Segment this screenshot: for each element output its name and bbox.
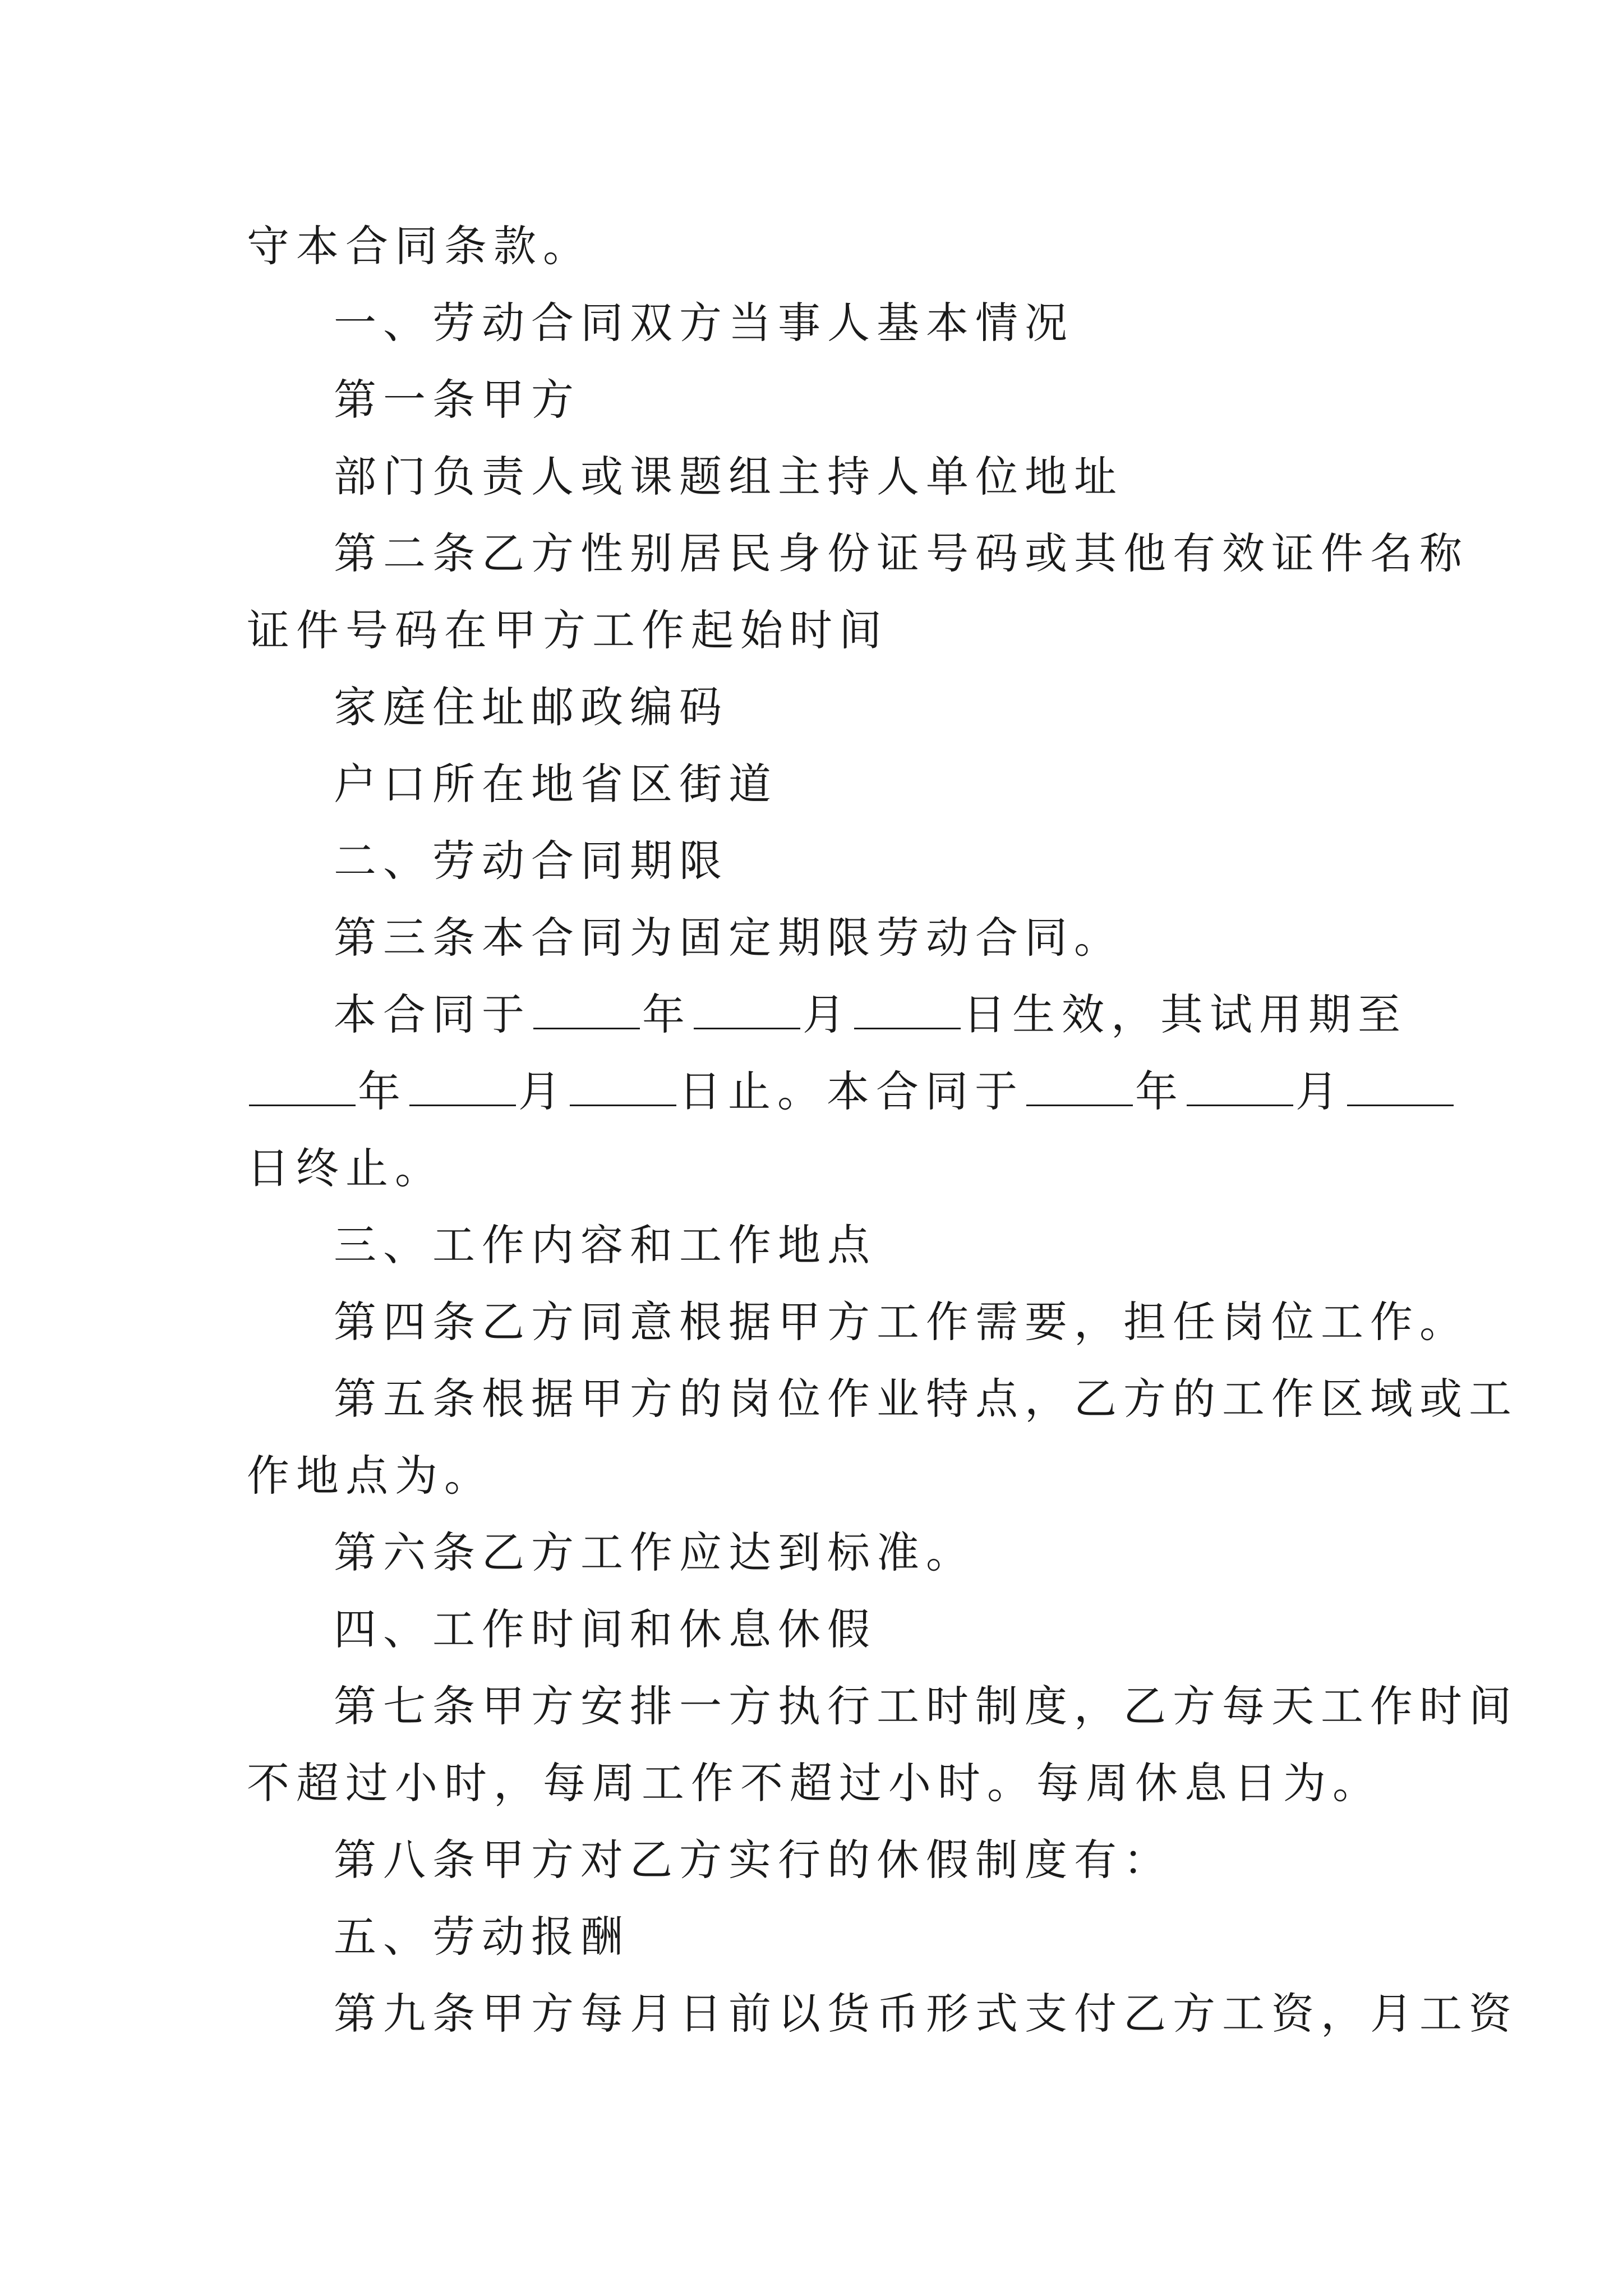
paragraph-line: 作地点为。 [247,1451,494,1501]
paragraph-line: 第五条根据甲方的岗位作业特点，乙方的工作区域或工 [334,1374,1518,1424]
paragraph-line: 日终止。 [247,1143,444,1193]
paragraph-line: 第四条乙方同意根据甲方工作需要，担任岗位工作。 [334,1297,1469,1347]
paragraph-line: 不超过小时，每周工作不超过小时。每周休息日为。 [247,1758,1382,1808]
paragraph-line: 证件号码在甲方工作起始时间 [247,605,888,655]
blank-field [570,1071,676,1106]
paragraph-line: 第一条甲方 [334,375,580,425]
paragraph-line [247,984,1407,1061]
text-fragment: 年 [1135,1066,1184,1116]
blank-field [533,994,640,1029]
blank-field [854,994,961,1029]
blank-field [249,1071,356,1106]
text-fragment: 日止。本合同于 [679,1066,1024,1116]
blank-field [1026,1071,1133,1106]
section-heading: 五、劳动报酬 [334,1912,630,1962]
blank-field [1347,1071,1454,1106]
section-heading: 二、劳动合同期限 [334,836,728,886]
blank-field [409,1071,516,1106]
section-heading: 三、工作内容和工作地点 [334,1220,877,1270]
paragraph-line: 部门负责人或课题组主持人单位地址 [334,452,1123,501]
text-fragment: 月 [1295,1066,1345,1116]
text-fragment: 日生效，其试用期至 [963,990,1407,1039]
paragraph-line: 家庭住址邮政编码 [334,682,728,732]
section-heading: 一、劳动合同双方当事人基本情况 [334,298,1074,348]
contract-body [247,215,1518,2060]
section-heading: 四、工作时间和休息休假 [334,1604,877,1654]
text-fragment: 月 [518,1066,568,1116]
paragraph-line: 第三条本合同为固定期限劳动合同。 [334,913,1123,963]
paragraph-line: 第八条甲方对乙方实行的休假制度有： [334,1835,1173,1885]
paragraph-line: 第二条乙方性别居民身份证号码或其他有效证件名称 [334,528,1469,578]
paragraph-line: 第七条甲方安排一方执行工时制度，乙方每天工作时间 [334,1681,1518,1731]
paragraph-line [247,1061,1385,1138]
blank-field [694,994,800,1029]
text-fragment: 年 [358,1066,407,1116]
blank-field [1187,1071,1293,1106]
paragraph-line: 守本合同条款。 [247,221,592,271]
paragraph-line: 第九条甲方每月日前以货币形式支付乙方工资，月工资 [334,1989,1518,2039]
paragraph-line: 第六条乙方工作应达到标准。 [334,1527,975,1577]
paragraph-line: 户口所在地省区街道 [334,759,778,809]
text-fragment: 本合同于 [334,990,531,1039]
text-fragment: 年 [642,990,691,1039]
text-fragment: 月 [803,990,852,1039]
